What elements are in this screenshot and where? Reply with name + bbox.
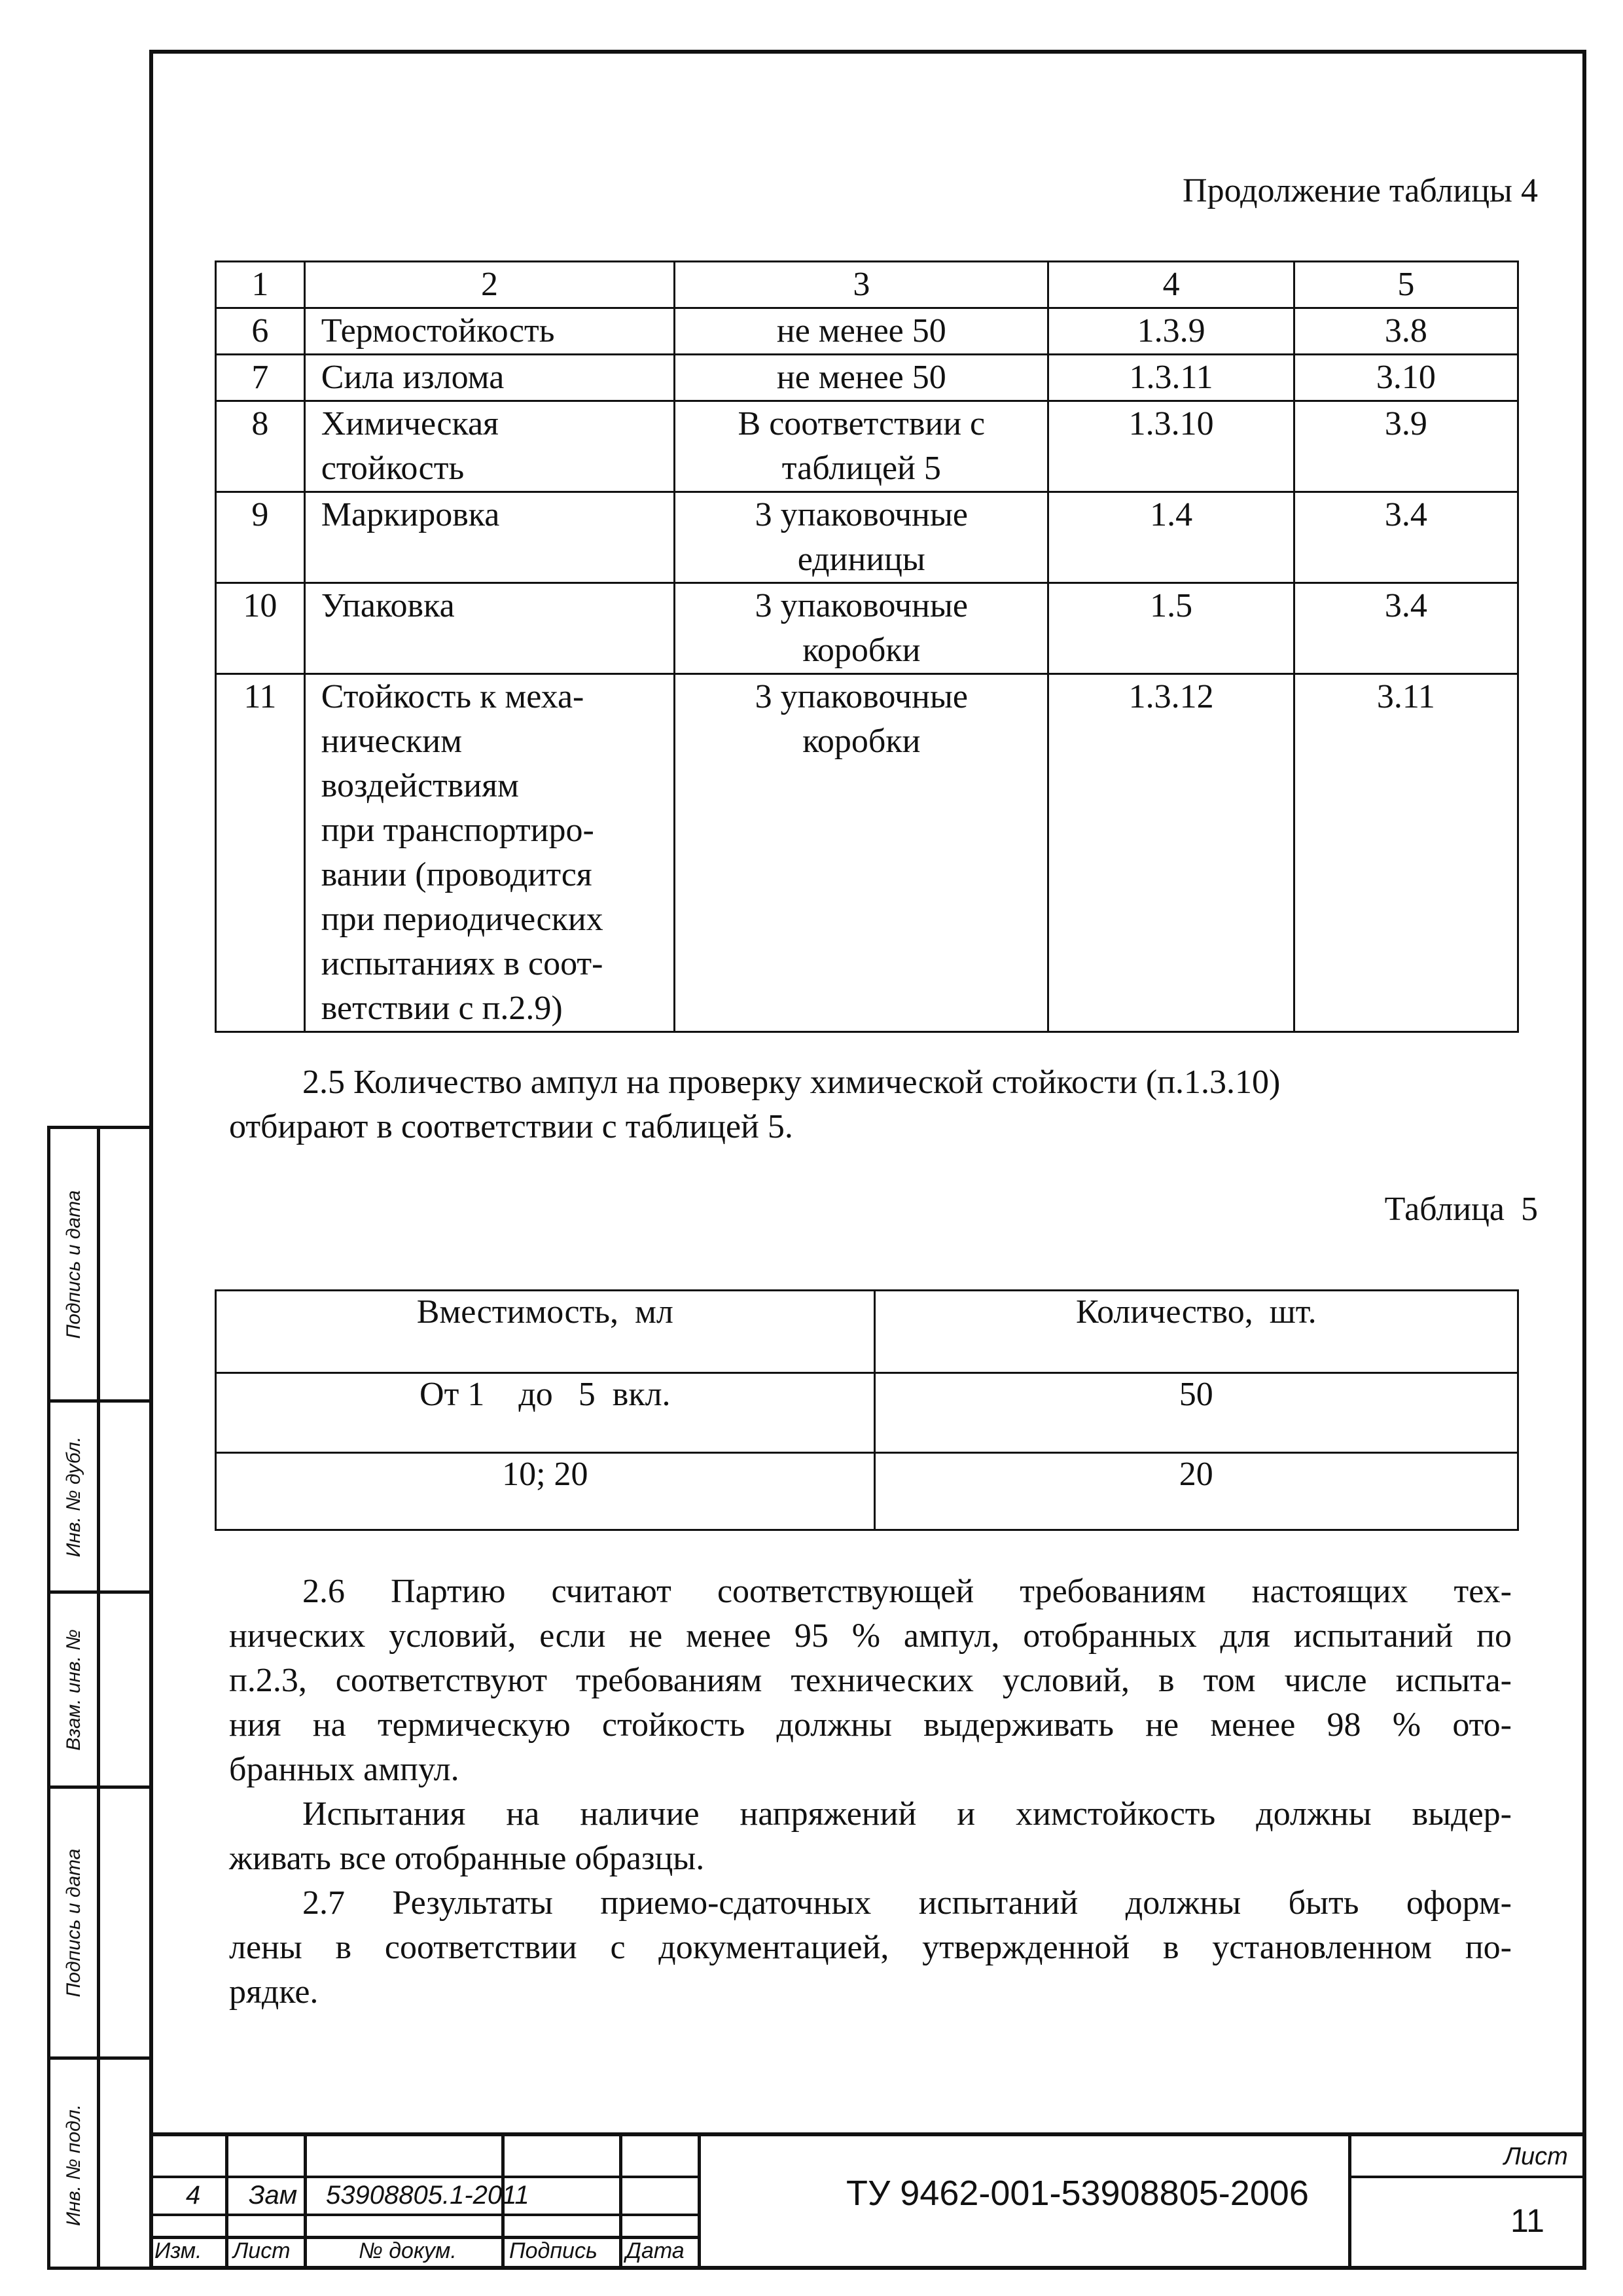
row-clause-method: 3.4 bbox=[1294, 492, 1518, 583]
row-requirement: не менее 50 bbox=[675, 308, 1048, 355]
row-requirement: В соответствии с таблицей 5 bbox=[675, 401, 1048, 492]
row-name: Стойкость к меха- ническим воздействиям при транспортиро- вании (проводится при периодических испытаниях в соот- ветствии с п.2.9) bbox=[304, 674, 674, 1032]
capacity-cell: 10; 20 bbox=[216, 1453, 875, 1530]
side-cell bbox=[50, 1789, 149, 2060]
row-clause-req: 1.5 bbox=[1048, 583, 1294, 674]
row-number: 11 bbox=[216, 674, 305, 1032]
col-sign-label: Подпись bbox=[509, 2238, 597, 2263]
table5-caption: Таблица 5 bbox=[1384, 1191, 1538, 1228]
quantity-cell: 20 bbox=[874, 1453, 1518, 1530]
side-label: Взам. инв. № bbox=[62, 1628, 84, 1751]
table4-header-cell: 3 bbox=[675, 262, 1048, 308]
table-row bbox=[216, 308, 1518, 355]
side-cell bbox=[50, 1594, 149, 1789]
row-requirement: 3 упаковочные единицы bbox=[675, 492, 1048, 583]
change-number: 4 bbox=[186, 2181, 201, 2210]
table-row bbox=[216, 492, 1518, 583]
table-5 bbox=[215, 1289, 1519, 1531]
table-row bbox=[216, 401, 1518, 492]
row-clause-req: 1.3.10 bbox=[1048, 401, 1294, 492]
row-clause-method: 3.11 bbox=[1294, 674, 1518, 1032]
row-requirement: 3 упаковочные коробки bbox=[675, 674, 1048, 1032]
col-izm-label: Изм. bbox=[154, 2238, 202, 2263]
side-cell bbox=[50, 1403, 149, 1594]
col-list-label: Лист bbox=[233, 2238, 291, 2263]
paragraph-2-6: 2.6 Партию считают соответствующей требованиям настоящих тех- нических условий, если не менее 95 % ампул, отобранных для испытаний по п.2.3, соответствуют требованиям технических условий, в том числе испыта- ния на термическую стойкость должны выдерживать не менее 98 % ото- бранных ампул. Испытания на наличие напряжений и химстойкость должны выдер- живать все отобранные образцы. 2.7 Результаты приемо-сдаточных испытаний должны быть оформ- лены в соответствии с документацией, утвержденной в установленном по- рядке. bbox=[229, 1573, 1512, 2011]
table-row bbox=[216, 583, 1518, 674]
table5-header-cell: Количество, шт. bbox=[874, 1291, 1518, 1373]
col-doc-label: № докум. bbox=[359, 2238, 457, 2263]
table4-header-row bbox=[216, 262, 1518, 308]
change-type: Зам bbox=[249, 2181, 298, 2210]
table4-header-cell: 4 bbox=[1048, 262, 1294, 308]
table5-header-cell: Вместимость, мл bbox=[216, 1291, 875, 1373]
row-clause-req: 1.3.12 bbox=[1048, 674, 1294, 1032]
table4-header-cell: 1 bbox=[216, 262, 305, 308]
paragraph-2-7: 2.7 Результаты приемо-сдаточных испытаний должны быть оформ- bbox=[302, 1884, 1512, 1922]
side-stamp-strip bbox=[47, 1126, 149, 2270]
table4-header-cell: 2 bbox=[304, 262, 674, 308]
row-requirement: не менее 50 bbox=[675, 355, 1048, 401]
sheet-label: Лист bbox=[1504, 2143, 1568, 2170]
row-requirement: 3 упаковочные коробки bbox=[675, 583, 1048, 674]
row-number: 8 bbox=[216, 401, 305, 492]
row-number: 10 bbox=[216, 583, 305, 674]
row-number: 9 bbox=[216, 492, 305, 583]
side-cell bbox=[50, 1129, 149, 1403]
row-name: Упаковка bbox=[304, 583, 674, 674]
side-label: Инв. № подл. bbox=[62, 2104, 84, 2226]
row-clause-method: 3.4 bbox=[1294, 583, 1518, 674]
paragraph-tests: Испытания на наличие напряжений и химстойкость должны выдер- bbox=[302, 1795, 1512, 1833]
table-row bbox=[216, 674, 1518, 1032]
sheet-number: 11 bbox=[1510, 2202, 1544, 2239]
row-name: Термостойкость bbox=[304, 308, 674, 355]
capacity-cell: От 1 до 5 вкл. bbox=[216, 1373, 875, 1453]
row-clause-req: 1.4 bbox=[1048, 492, 1294, 583]
paragraph-2-5: 2.5 Количество ампул на проверку химической стойкости (п.1.3.10) отбирают в соответствии с таблицей 5. bbox=[229, 1064, 1281, 1145]
row-name: Маркировка bbox=[304, 492, 674, 583]
table5-header-row bbox=[216, 1291, 1518, 1373]
row-name: Химическая стойкость bbox=[304, 401, 674, 492]
table4-continuation-caption: Продолжение таблицы 4 bbox=[1183, 172, 1538, 209]
table4-header-cell: 5 bbox=[1294, 262, 1518, 308]
row-clause-method: 3.9 bbox=[1294, 401, 1518, 492]
table-row bbox=[216, 355, 1518, 401]
row-clause-method: 3.8 bbox=[1294, 308, 1518, 355]
row-name: Сила излома bbox=[304, 355, 674, 401]
table-row bbox=[216, 1373, 1518, 1453]
change-doc-number: 53908805.1-2011 bbox=[326, 2181, 529, 2210]
row-clause-req: 1.3.9 bbox=[1048, 308, 1294, 355]
table-row bbox=[216, 1453, 1518, 1530]
document-designation: ТУ 9462-001-53908805-2006 bbox=[846, 2174, 1309, 2213]
col-date-label: Дата bbox=[626, 2238, 685, 2263]
quantity-cell: 50 bbox=[874, 1373, 1518, 1453]
row-clause-method: 3.10 bbox=[1294, 355, 1518, 401]
title-block bbox=[149, 2132, 1586, 2270]
side-label: Инв. № дубл. bbox=[62, 1436, 84, 1557]
side-label: Подпись и дата bbox=[62, 1190, 84, 1338]
row-number: 6 bbox=[216, 308, 305, 355]
table-4 bbox=[215, 260, 1519, 1033]
row-clause-req: 1.3.11 bbox=[1048, 355, 1294, 401]
side-cell bbox=[50, 2060, 149, 2270]
side-label: Подпись и дата bbox=[62, 1848, 84, 1997]
row-number: 7 bbox=[216, 355, 305, 401]
